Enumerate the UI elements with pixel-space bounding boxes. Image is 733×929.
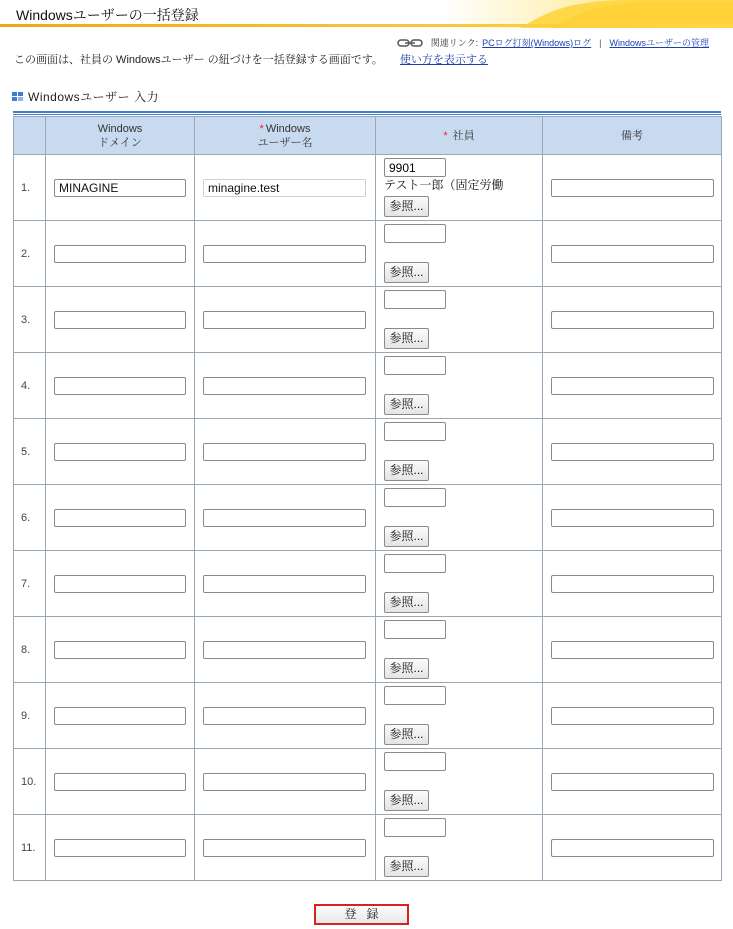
domain-input[interactable] <box>54 641 186 659</box>
domain-input[interactable] <box>54 509 186 527</box>
table-row <box>14 155 722 221</box>
remarks-input[interactable] <box>551 179 714 197</box>
link-pc-log[interactable]: PCログ打刻(Windows)ログ <box>482 38 592 48</box>
row-number <box>14 155 46 221</box>
username-cell <box>195 815 376 881</box>
remarks-input[interactable] <box>551 575 714 593</box>
domain-cell <box>46 485 195 551</box>
table-row <box>14 221 722 287</box>
help-link[interactable]: 使い方を表示する <box>399 54 488 66</box>
row-number <box>14 683 46 749</box>
section-title-label: Windowsユーザー 入力 <box>28 90 160 104</box>
domain-cell <box>46 815 195 881</box>
required-mark: * <box>259 122 264 135</box>
table-row <box>14 617 722 683</box>
chain-link-icon <box>397 38 423 48</box>
header-username <box>195 117 376 155</box>
employee-cell <box>376 287 543 353</box>
remarks-input[interactable] <box>551 311 714 329</box>
username-cell <box>195 617 376 683</box>
employee-code-input[interactable] <box>384 224 446 243</box>
register-button[interactable]: 登録 <box>314 904 409 925</box>
remarks-cell <box>543 419 722 485</box>
employee-code-input[interactable] <box>384 356 446 375</box>
username-input[interactable] <box>203 179 366 197</box>
header-username-line2: ユーザー名 <box>257 136 313 149</box>
employee-name-empty <box>384 771 541 787</box>
header-remarks-label: 備考 <box>621 129 643 142</box>
reference-button[interactable]: 参照... <box>384 592 429 613</box>
row-number <box>14 485 46 551</box>
username-cell <box>195 221 376 287</box>
reference-button[interactable]: 参照... <box>384 196 429 217</box>
reference-button[interactable]: 参照... <box>384 460 429 481</box>
username-input[interactable] <box>203 509 366 527</box>
reference-button[interactable]: 参照... <box>384 658 429 679</box>
row-number-label: 11. <box>21 841 36 854</box>
domain-cell <box>46 155 195 221</box>
username-input[interactable] <box>203 311 366 329</box>
domain-input[interactable] <box>54 377 186 395</box>
username-input[interactable] <box>203 377 366 395</box>
username-cell <box>195 683 376 749</box>
row-number <box>14 287 46 353</box>
username-cell <box>195 287 376 353</box>
remarks-cell <box>543 353 722 419</box>
reference-button[interactable]: 参照... <box>384 856 429 877</box>
header-remarks <box>543 117 722 155</box>
employee-name: テスト一郎（固定労働 <box>384 178 504 192</box>
table-row <box>14 419 722 485</box>
username-input[interactable] <box>203 773 366 791</box>
remarks-input[interactable] <box>551 443 714 461</box>
header-employee <box>376 117 543 155</box>
reference-button[interactable]: 参照... <box>384 526 429 547</box>
username-cell <box>195 551 376 617</box>
table-row <box>14 287 722 353</box>
grid-icon <box>12 92 24 102</box>
link-separator: | <box>599 37 602 48</box>
username-input[interactable] <box>203 443 366 461</box>
row-number <box>14 419 46 485</box>
employee-cell <box>376 221 543 287</box>
username-input[interactable] <box>203 245 366 263</box>
header-employee-label: 社員 <box>452 129 475 142</box>
remarks-cell <box>543 815 722 881</box>
row-number-label: 3. <box>21 313 31 326</box>
row-number-label: 6. <box>21 511 31 524</box>
employee-code-input[interactable] <box>384 422 446 441</box>
employee-name-empty <box>384 639 541 655</box>
reference-button[interactable]: 参照... <box>384 394 429 415</box>
table-row <box>14 683 722 749</box>
table-row <box>14 815 722 881</box>
header-domain <box>46 117 195 155</box>
reference-button[interactable]: 参照... <box>384 262 429 283</box>
row-number-label: 9. <box>21 709 31 722</box>
row-number-label: 8. <box>21 643 31 656</box>
remarks-cell <box>543 485 722 551</box>
reference-button[interactable]: 参照... <box>384 790 429 811</box>
row-number-label: 4. <box>21 379 31 392</box>
username-input[interactable] <box>203 707 366 725</box>
page-title: Windowsユーザーの一括登録 <box>16 7 199 23</box>
remarks-cell <box>543 155 722 221</box>
table-row <box>14 353 722 419</box>
domain-input[interactable] <box>54 443 186 461</box>
employee-code-input[interactable] <box>384 554 446 573</box>
domain-input[interactable] <box>54 311 186 329</box>
domain-input[interactable] <box>54 245 186 263</box>
username-cell <box>195 419 376 485</box>
table-header-row <box>14 117 722 155</box>
domain-cell <box>46 221 195 287</box>
employee-code-input[interactable] <box>384 686 446 705</box>
remarks-input[interactable] <box>551 509 714 527</box>
employee-name-empty <box>384 243 541 259</box>
remarks-cell <box>543 551 722 617</box>
employee-cell <box>376 551 543 617</box>
employee-name-empty <box>384 837 541 853</box>
related-label: 関連リンク: <box>430 38 479 48</box>
required-mark: * <box>443 129 448 142</box>
row-number <box>14 551 46 617</box>
header-domain-line1: Windows <box>97 122 143 135</box>
domain-input[interactable] <box>54 773 186 791</box>
remarks-input[interactable] <box>551 245 714 263</box>
employee-cell <box>376 155 543 221</box>
employee-name-empty <box>384 705 541 721</box>
employee-name-empty <box>384 441 541 457</box>
related-links <box>397 36 709 49</box>
section-title <box>12 88 159 105</box>
remarks-input[interactable] <box>551 641 714 659</box>
username-input[interactable] <box>203 575 366 593</box>
remarks-cell <box>543 749 722 815</box>
header-number <box>14 117 46 155</box>
row-number-label: 7. <box>21 577 31 590</box>
employee-code-input[interactable] <box>384 620 446 639</box>
table-row <box>14 749 722 815</box>
employee-name-empty <box>384 573 541 589</box>
domain-cell <box>46 419 195 485</box>
windows-user-input-table <box>13 116 722 881</box>
username-input[interactable] <box>203 839 366 857</box>
employee-cell <box>376 815 543 881</box>
table-row <box>14 485 722 551</box>
username-cell <box>195 749 376 815</box>
employee-code-input[interactable] <box>384 290 446 309</box>
title-bar <box>0 0 733 28</box>
employee-name-empty <box>384 375 541 391</box>
employee-name-empty <box>384 309 541 325</box>
header-username-line1: Windows <box>265 122 311 135</box>
reference-button[interactable]: 参照... <box>384 724 429 745</box>
remarks-cell <box>543 617 722 683</box>
employee-cell <box>376 353 543 419</box>
row-number-label: 10. <box>21 775 37 788</box>
domain-input[interactable] <box>54 707 186 725</box>
employee-code-input[interactable] <box>384 752 446 771</box>
table-row <box>14 551 722 617</box>
row-number <box>14 617 46 683</box>
remarks-input[interactable] <box>551 377 714 395</box>
link-windows-user-management[interactable]: Windowsユーザーの管理 <box>609 38 709 48</box>
remarks-cell <box>543 287 722 353</box>
reference-button[interactable]: 参照... <box>384 328 429 349</box>
remarks-input[interactable] <box>551 773 714 791</box>
employee-cell <box>376 617 543 683</box>
remarks-cell <box>543 221 722 287</box>
domain-cell <box>46 617 195 683</box>
username-cell <box>195 155 376 221</box>
employee-cell <box>376 683 543 749</box>
remarks-cell <box>543 683 722 749</box>
employee-code-input[interactable] <box>384 158 446 177</box>
row-number <box>14 353 46 419</box>
employee-code-input[interactable] <box>384 818 446 837</box>
employee-code-input[interactable] <box>384 488 446 507</box>
domain-cell <box>46 353 195 419</box>
domain-input[interactable] <box>54 839 186 857</box>
domain-input[interactable] <box>54 179 186 197</box>
employee-name-empty <box>384 507 541 523</box>
header-domain-line2: ドメイン <box>98 136 142 149</box>
username-cell <box>195 485 376 551</box>
section-divider <box>13 111 721 115</box>
employee-cell <box>376 749 543 815</box>
domain-cell <box>46 683 195 749</box>
description-text: この画面は、社員の Windowsユーザー の紐づけを一括登録する画面です。 <box>14 54 383 66</box>
domain-cell <box>46 749 195 815</box>
page-description <box>14 51 488 67</box>
remarks-input[interactable] <box>551 839 714 857</box>
employee-cell <box>376 419 543 485</box>
domain-cell <box>46 287 195 353</box>
row-number <box>14 221 46 287</box>
row-number-label: 1. <box>21 181 31 194</box>
row-number <box>14 749 46 815</box>
employee-cell <box>376 485 543 551</box>
row-number-label: 2. <box>21 247 31 260</box>
remarks-input[interactable] <box>551 707 714 725</box>
username-input[interactable] <box>203 641 366 659</box>
domain-cell <box>46 551 195 617</box>
row-number <box>14 815 46 881</box>
username-cell <box>195 353 376 419</box>
domain-input[interactable] <box>54 575 186 593</box>
row-number-label: 5. <box>21 445 31 458</box>
